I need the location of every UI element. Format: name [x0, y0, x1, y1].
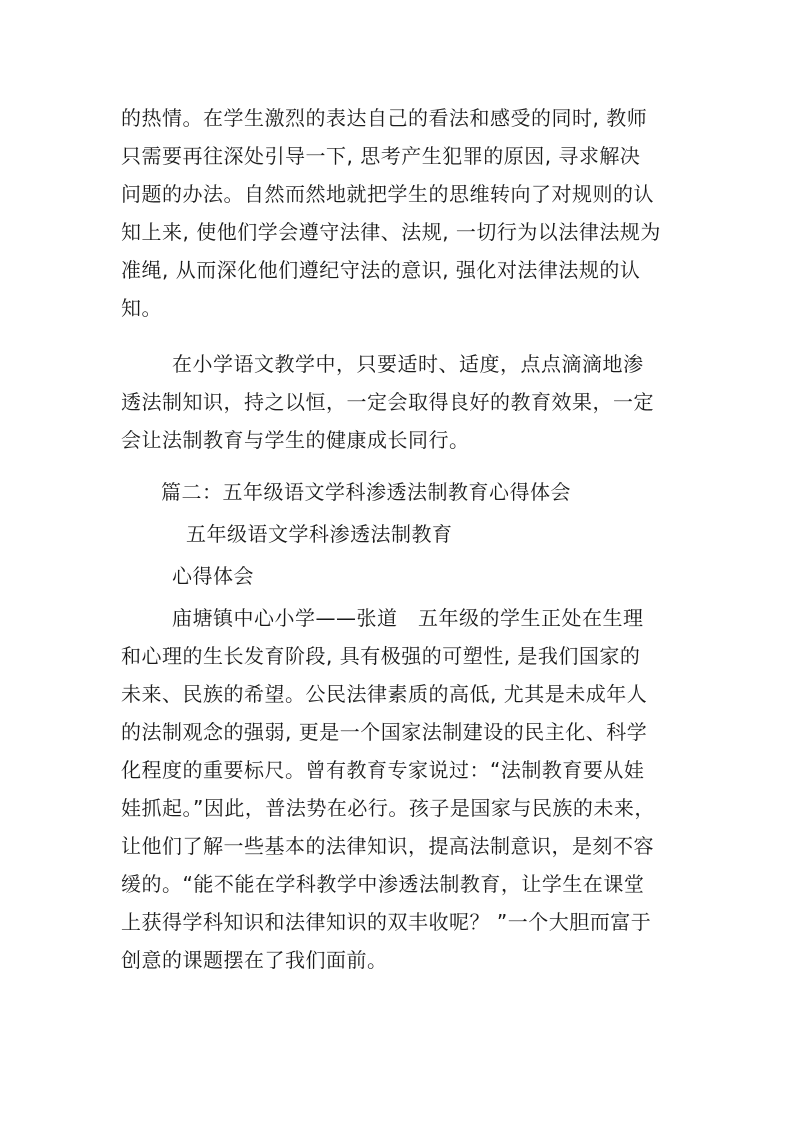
body-text-line: 知。 [121, 296, 162, 320]
body-text-line: 问题的办法。自然而然地就把学生的思维转向了对规则的认 [121, 182, 654, 206]
body-text-line: 化程度的重要标尺。曾有教育专家说过：“法制教育要从娃 [121, 758, 645, 782]
body-text-line: 未来、民族的希望。公民法律素质的高低, 尤其是未成年人 [121, 682, 648, 706]
body-text-line: 会让法制教育与学生的健康成长同行。 [121, 428, 470, 452]
body-text-line: 只需要再往深处引导一下, 思考产生犯罪的原因, 寻求解决 [121, 144, 641, 168]
paragraph-start-line: 庙塘镇中心小学——张道 五年级的学生正处在生理 [172, 606, 644, 630]
body-text-line: 让他们了解一些基本的法律知识，提高法制意识，是刻不容 [121, 834, 654, 858]
body-text-line: 的热情。在学生激烈的表达自己的看法和感受的同时, 教师 [121, 106, 648, 130]
body-text-line: 缓的。“能不能在学科教学中渗透法制教育，让学生在课堂 [121, 872, 645, 896]
body-text-line: 透法制知识，持之以恒，一定会取得良好的教育效果，一定 [121, 390, 654, 414]
body-text-line: 和心理的生长发育阶段, 具有极强的可塑性, 是我们国家的 [121, 644, 641, 668]
article-subtitle: 心得体会 [172, 564, 254, 588]
article-title: 五年级语文学科渗透法制教育 [186, 522, 453, 546]
body-text-line: 知上来, 使他们学会遵守法律、法规, 一切行为以法律法规为 [121, 220, 661, 244]
body-text-line: 娃抓起。”因此，普法势在必行。孩子是国家与民族的未来， [121, 796, 655, 820]
body-text-line: 创意的课题摆在了我们面前。 [121, 948, 388, 972]
section-heading: 篇二：五年级语文学科渗透法制教育心得体会 [161, 480, 571, 504]
body-text-line: 的法制观念的强弱, 更是一个国家法制建设的民主化、科学 [121, 720, 648, 744]
body-text-line: 上获得学科知识和法律知识的双丰收呢？ ”一个大胆而富于 [121, 910, 652, 934]
body-text-line: 准绳, 从而深化他们遵纪守法的意识, 强化对法律法规的认 [121, 258, 641, 282]
paragraph-start-line: 在小学语文教学中，只要适时、适度，点点滴滴地渗 [172, 352, 644, 376]
